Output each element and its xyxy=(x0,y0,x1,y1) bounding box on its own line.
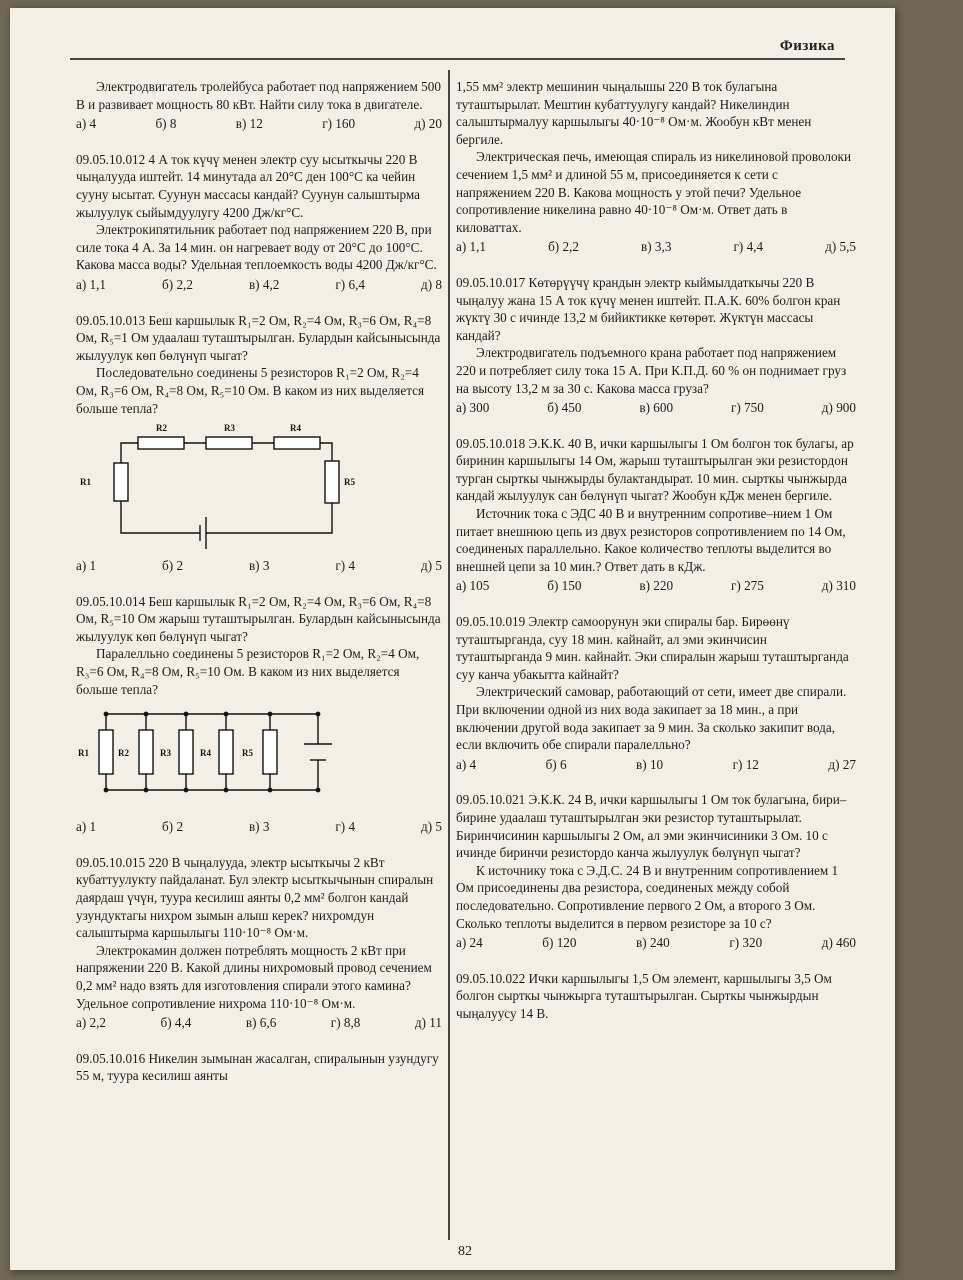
answer-option: в) 10 xyxy=(636,756,664,772)
resistor-label: R1 xyxy=(78,748,89,759)
answer-option: г) 320 xyxy=(729,935,763,951)
exercise-translation: Последовательно соединены 5 резисторов R₁=2 Ом, R₂=4 Ом, R₃=6 Ом, R₄=8 Ом, R₅=10 Ом. В каком из них выделяется больше тепла? xyxy=(76,365,425,416)
junction-dot xyxy=(268,788,273,793)
exercise-block xyxy=(76,78,442,133)
resistor-label: R3 xyxy=(224,423,235,434)
resistor-r2 xyxy=(139,730,153,774)
answer-option: г) 4 xyxy=(335,819,356,835)
answer-option: д) 11 xyxy=(414,1015,442,1031)
answer-option: д) 5,5 xyxy=(825,239,856,255)
exercise-translation: Электрокамин должен потреблять мощность 2 кВт при напряжении 220 В. Какой длины нихромовый провод сечением 0,2 мм² надо взять для изготовления спирали этого камина? Удельное сопротивление нихрома 110·10⁻⁸ Ом·м. xyxy=(76,942,432,1011)
answer-option: г) 4,4 xyxy=(733,239,764,255)
exercise-text: 1,55 мм² электр мешинин чыңалышы 220 В ток булагына туташтырылат. Мештин кубаттуулугу кандай? Никелиндин салыштырмалуу каршылыгы 40·10⁻⁸ Ом·м. Жообун кВт менен бергиле. xyxy=(456,79,812,147)
answer-options xyxy=(456,399,856,417)
answer-option: в) 3 xyxy=(248,819,270,835)
exercise-translation: Электрическая печь, имеющая спираль из никелиновой проволоки сечением 1,5 мм² и длиной 55 м, присоединяется к сети с напряжением 220 В. Какова мощность у этой печи? Удельное сопротивление никелина равно 40·10⁻⁸ Ом·м. Ответ дать в киловаттах. xyxy=(456,149,852,235)
resistor-label: R5 xyxy=(344,477,355,488)
answer-option: а) 2,2 xyxy=(76,1015,107,1031)
exercise-text: 09.05.10.018 Э.К.К. 40 В, ички каршылыгы 1 Ом болгон ток булагы, ар биринин каршылыгы 14 Ом, жарыш туташтырылган эки резистордон турган сырткы чынжырды булактандырат. 10 мин. сырткы чынжырда кандай жылуулук сан бөлүнүп чыгат? Жообун кДж менен бергиле. xyxy=(456,435,854,504)
exercise-translation: К источнику тока с Э.Д.С. 24 В и внутренним сопротивлением 1 Ом присоединены два резистора, соединеных между собой последовательно. Сопротивление первого 2 Ом, а второго 3 Ом. Сколько теплоты выделится в первом резисторе за 10 с? xyxy=(456,862,839,931)
answer-option: а) 1 xyxy=(76,558,97,574)
junction-dot xyxy=(268,712,273,717)
answer-option: б) 450 xyxy=(547,400,582,416)
answer-option: б) 2,2 xyxy=(548,239,579,255)
answer-option: б) 8 xyxy=(155,116,177,132)
exercise-text: 09.05.10.022 Ички каршылыгы 1,5 Ом элемент, каршылыгы 3,5 Ом болгон сырткы чынжырга туташтырылган. Сырткы чынжырдын чыңалуусу 14 В. xyxy=(456,970,832,1021)
junction-dot xyxy=(224,712,229,717)
answer-option: а) 105 xyxy=(456,578,490,594)
answer-options xyxy=(76,818,442,836)
answer-option: б) 2 xyxy=(162,819,184,835)
answer-option: д) 8 xyxy=(420,276,442,292)
answer-option: в) 600 xyxy=(639,400,674,416)
answer-option: в) 3 xyxy=(248,558,270,574)
answer-options xyxy=(76,1014,442,1032)
answer-option: г) 160 xyxy=(322,116,356,132)
resistor-label: R2 xyxy=(118,748,129,759)
answer-options xyxy=(456,756,856,774)
answer-option: а) 4 xyxy=(456,756,477,772)
page-number: 82 xyxy=(458,1244,472,1259)
answer-option: б) 2 xyxy=(162,558,184,574)
exercise-block xyxy=(456,613,856,773)
header-rule xyxy=(70,58,845,60)
exercise-block xyxy=(456,791,856,951)
exercise-translation: Источник тока с ЭДС 40 В и внутренним сопротиве–нием 1 Ом питает внешнюю цепь из двух резисторов сопротивлением по 14 Ом, соединеных параллельно. Какое количество теплоты выделится во внешней цепи за 10 мин.? Ответ дать в кДж. xyxy=(456,506,846,574)
resistor-label: R2 xyxy=(156,423,167,434)
junction-dot xyxy=(184,712,189,717)
exercise-block xyxy=(456,970,856,1023)
answer-option: б) 6 xyxy=(545,756,567,772)
answer-option: г) 12 xyxy=(732,756,759,772)
resistor-label: R4 xyxy=(200,748,211,759)
exercise-block xyxy=(76,854,442,1032)
answer-option: в) 240 xyxy=(636,935,670,951)
junction-dot xyxy=(104,712,109,717)
exercise-text: Электродвигатель тролейбуса работает под напряжением 500 В и развивает мощность 80 кВт. Найти силу тока в двигателе. xyxy=(76,79,441,112)
answer-option: в) 4,2 xyxy=(248,276,280,292)
answer-option: г) 6,4 xyxy=(335,276,365,292)
answer-option: д) 20 xyxy=(414,116,442,132)
exercise-translation: Электрический самовар, работающий от сети, имеет две спирали. При включении одной из них вода закипает за 18 мин., а при включении другой вода закипает за 9 мин. За сколько закипит вода, если включить обе спирали паралелльно? xyxy=(456,684,847,753)
exercise-text: 09.05.10.015 220 В чыңалууда, электр ысыткычы 2 кВт кубаттуулукту пайдаланат. Бул электр ысыткычынын спиралын даярдаш үчүн, туура кесилиш аянты 0,2 мм² болгон кандай узундуктагы нихром зымын алыш керек? нихромдун салыштырма каршылыгы 110·10⁻⁸ Ом·м. xyxy=(76,854,434,941)
junction-dot xyxy=(224,788,229,793)
resistor-r3 xyxy=(179,730,193,774)
answer-option: а) 24 xyxy=(456,935,483,951)
answer-option: г) 275 xyxy=(730,578,764,594)
section-title: Физика xyxy=(779,38,835,54)
exercise-text: 09.05.10.019 Электр самоорунун эки спиралы бар. Бирөөнү туташтырганда, суу 18 мин. кайнайт, ал эми экинчисин туташтырганда 9 мин. кайнайт. Эки спиралын жарыш туташтырганда суу канча убакытта кайнайт? xyxy=(456,614,849,682)
junction-dot xyxy=(144,788,149,793)
answer-option: а) 4 xyxy=(76,116,97,132)
exercise-block xyxy=(456,435,856,595)
answer-option: д) 460 xyxy=(821,935,856,951)
answer-option: г) 8,8 xyxy=(330,1015,361,1031)
resistor-label: R5 xyxy=(242,748,253,759)
circuit-figure xyxy=(76,421,442,551)
exercise-block xyxy=(456,274,856,417)
junction-dot xyxy=(104,788,109,793)
answer-option: д) 5 xyxy=(420,819,442,835)
answer-option: в) 6,6 xyxy=(245,1015,277,1031)
resistor-r2 xyxy=(138,437,184,449)
resistor-r1 xyxy=(99,730,113,774)
resistor-r3 xyxy=(206,437,252,449)
answer-options xyxy=(456,934,856,952)
resistor-r5 xyxy=(263,730,277,774)
answer-option: а) 300 xyxy=(456,400,490,416)
junction-dot xyxy=(144,712,149,717)
exercise-text: 09.05.10.013 Беш каршылык R₁=2 Ом, R₂=4 Ом, R₃=6 Ом, R₄=8 Ом, R₅=1 Ом удаалаш туташтырылган. Булардын кайсынысында жылуулук көп бөлүнүп чыгат? xyxy=(76,312,441,363)
parallel-circuit-diagram xyxy=(76,702,376,812)
answer-option: г) 750 xyxy=(730,400,764,416)
junction-dot xyxy=(184,788,189,793)
exercise-block xyxy=(76,312,442,575)
book-page xyxy=(10,8,895,1270)
answer-options xyxy=(76,276,442,294)
exercise-translation: Электрокипятильник работает под напряжением 220 В, при силе тока 4 А. За 14 мин. он нагревает воду от 20°C до 100°C. Какова масса воды? Удельная теплоемкость воды 4200 Дж/кг°C. xyxy=(76,222,437,273)
junction-dot xyxy=(316,788,321,793)
resistor-r5 xyxy=(325,461,339,503)
exercise-block xyxy=(456,78,856,256)
resistor-r1 xyxy=(114,463,128,501)
left-column xyxy=(76,78,442,1103)
answer-option: д) 5 xyxy=(420,558,442,574)
answer-options xyxy=(456,238,856,256)
resistor-r4 xyxy=(219,730,233,774)
exercise-block xyxy=(76,1050,442,1085)
column-divider xyxy=(448,70,450,1240)
resistor-label: R3 xyxy=(160,748,171,759)
resistor-r4 xyxy=(274,437,320,449)
answer-options xyxy=(76,115,442,133)
answer-option: в) 3,3 xyxy=(641,239,672,255)
exercise-text: 09.05.10.017 Көтөрүүчү крандын электр кыймылдаткычы 220 В чыңалуу жана 15 А ток күчү менен иштейт. П.А.К. 60% болгон кран жүктү 30 с ичинде 13,2 м бийиктикке көтөрөт. Жүктүн массасы кандай? xyxy=(456,274,841,343)
exercise-block xyxy=(76,593,442,836)
resistor-label: R4 xyxy=(290,423,301,434)
answer-option: а) 1,1 xyxy=(76,276,107,292)
exercise-text: 09.05.10.016 Никелин зымынан жасалган, спиралынын узундугу 55 м, туура кесилиш аянты xyxy=(76,1050,439,1084)
circuit-figure xyxy=(76,702,442,812)
answer-option: б) 120 xyxy=(542,935,577,951)
answer-option: в) 220 xyxy=(639,578,674,594)
exercise-translation: Паралелльно соединены 5 резисторов R₁=2 Ом, R₂=4 Ом, R₃=6 Ом, R₄=8 Ом, R₅=10 Ом. В каком из них выделяется больше тепла? xyxy=(76,646,420,697)
answer-option: а) 1,1 xyxy=(456,239,487,255)
series-circuit-diagram xyxy=(76,421,376,551)
answer-option: д) 27 xyxy=(828,756,856,772)
answer-options xyxy=(76,557,442,575)
answer-option: а) 1 xyxy=(76,819,97,835)
answer-option: д) 310 xyxy=(821,578,856,594)
right-column xyxy=(456,78,856,1041)
exercise-translation: Электродвигатель подъемного крана работает под напряжением 220 и потребляет силу тока 15 А. При К.П.Д. 60 % он поднимает груз на высоту 13,2 м за 30 с. Какова масса груза? xyxy=(456,345,847,396)
answer-option: в) 12 xyxy=(235,116,263,132)
answer-option: б) 150 xyxy=(547,578,582,594)
answer-option: б) 4,4 xyxy=(160,1015,192,1031)
answer-option: г) 4 xyxy=(335,558,356,574)
answer-options xyxy=(456,577,856,595)
answer-option: б) 2,2 xyxy=(162,276,193,292)
exercise-text: 09.05.10.014 Беш каршылык R₁=2 Ом, R₂=4 Ом, R₃=6 Ом, R₄=8 Ом, R₅=10 Ом жарыш туташтырылган. Булардын кайсынысында жылуулук көп бөлүнүп чыгат? xyxy=(76,593,441,644)
exercise-text: 09.05.10.021 Э.К.К. 24 В, ички каршылыгы 1 Ом ток булагына, бири–бирине удаалаш туташтырылган эки резистор туташтырылат. Биринчисинин каршылыгы 2 Ом, ал эми экинчисиники 3 Ом. 10 с ичинде биринчи резистордо канча жылуулук бөлүнүп чыгат? xyxy=(456,792,847,861)
exercise-text: 09.05.10.012 4 А ток күчү менен электр суу ысыткычы 220 В чыңалууда иштейт. 14 минутада ал 20°C ден 100°C ка чейин сууну ысытат. Суунун массасы кандай? Суунун салыштырма жылуулук сыйымдуулугу 4200 Дж/кг°C. xyxy=(76,151,420,220)
exercise-block xyxy=(76,151,442,294)
answer-option: д) 900 xyxy=(821,400,856,416)
junction-dot xyxy=(316,712,321,717)
resistor-label: R1 xyxy=(80,477,91,488)
